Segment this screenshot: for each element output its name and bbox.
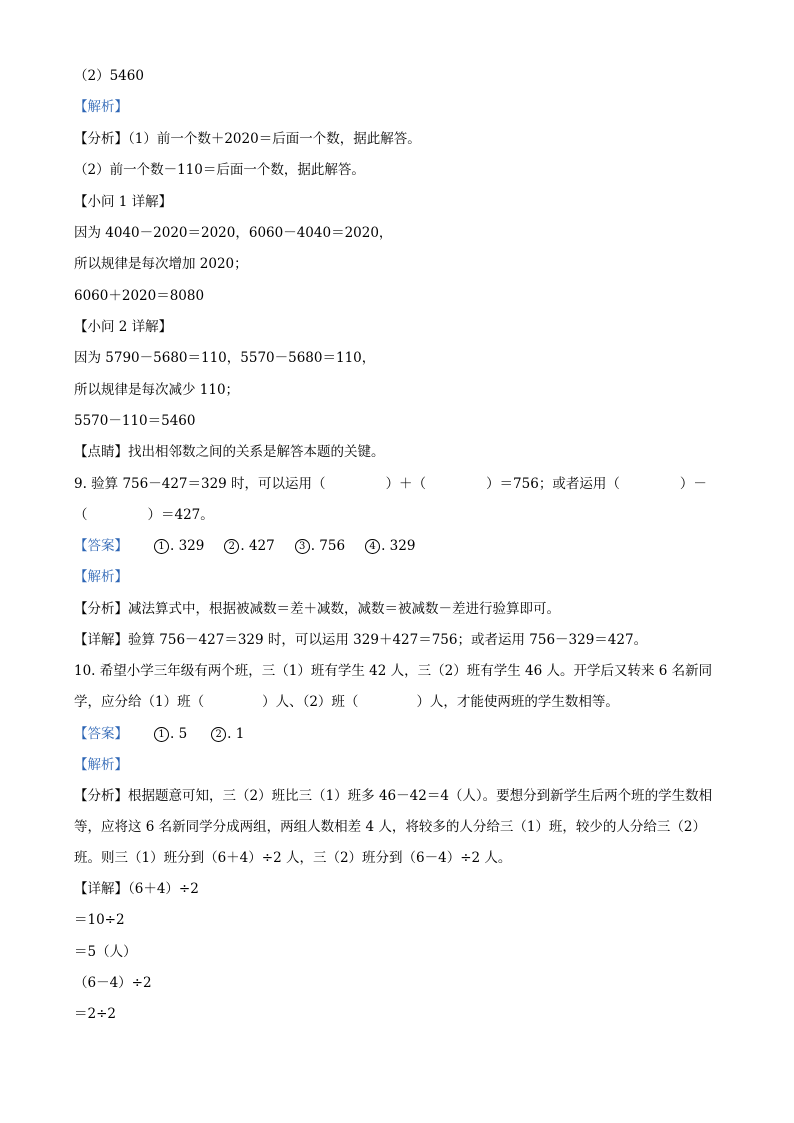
question-9-line-1 [74, 475, 707, 493]
circled-number: 1 [154, 727, 169, 742]
q9-analysis [74, 600, 560, 618]
q9-jiexi-heading: 【解析】 [74, 569, 128, 585]
analysis-line-2: （2）前一个数－110＝后面一个数，据此解答。 [74, 162, 365, 178]
q9-text-f: ）＝427。 [147, 507, 214, 523]
answer-label: 【答案】 [74, 726, 128, 742]
answer-value: . 5 [170, 726, 188, 742]
q9-text-c: ）＝756；或者运用（ [486, 476, 620, 492]
solution-line: 所以规律是每次增加 2020； [74, 256, 248, 272]
dianjing-text: 找出相邻数之间的关系是解答本题的关键。 [128, 444, 385, 460]
q10-text-b: ）人、（2）班（ [262, 694, 359, 710]
answer-value: . 329 [381, 538, 416, 554]
circled-number: 3 [295, 539, 310, 554]
detail-text: （6＋4）÷2 [128, 881, 199, 897]
analysis-text: 根据题意可知，三（2）班比三（1）班多 46－42＝4（人）。要想分到新学生后两个班的学生数相 [128, 788, 713, 804]
calc-step: ＝10÷2 [74, 912, 125, 928]
calc-step: （6－4）÷2 [74, 975, 152, 991]
analysis-label: 【分析】 [74, 131, 128, 147]
question-10-line-1: 10. 希望小学三年级有两个班，三（1）班有学生 42 人，三（2）班有学生 46 人。开学后又转来 6 名新同 [74, 663, 713, 679]
solution-line: 因为 4040－2020＝2020，6060－4040＝2020， [74, 225, 393, 241]
q9-detail [74, 631, 647, 649]
circled-number: 2 [211, 727, 226, 742]
dianjing-label: 【点睛】 [74, 444, 128, 460]
detail-text: 验算 756－427＝329 时，可以运用 329＋427＝756；或者运用 756－329＝427。 [128, 632, 648, 648]
q10-detail [74, 880, 199, 898]
circled-number: 2 [224, 539, 239, 554]
question-10-line-2 [74, 693, 619, 711]
calc-step: ＝2÷2 [74, 1006, 116, 1022]
detail-label: 【详解】 [74, 632, 128, 648]
answer-line-2: （2）5460 [74, 68, 144, 84]
calc-step: ＝5（人） [74, 944, 137, 960]
q10-text-c: ）人，才能使两班的学生数相等。 [416, 694, 619, 710]
solution-line: 所以规律是每次减少 110； [74, 382, 240, 398]
q10-analysis-line-2: 等，应将这 6 名新同学分成两组，两组人数相差 4 人，将较多的人分给三（1）班，较少的人分给三（2） [74, 819, 707, 835]
solution-line: 5570－110＝5460 [74, 413, 196, 429]
subquestion-1-heading: 【小问 1 详解】 [74, 194, 173, 210]
dianjing-line [74, 443, 385, 461]
answer-value: . 1 [227, 726, 245, 742]
detail-label: 【详解】 [74, 881, 128, 897]
circled-number: 1 [154, 539, 169, 554]
q9-text-d: ）－ [679, 476, 707, 492]
analysis-line-1 [74, 130, 421, 148]
q10-text-a: 学，应分给（1）班（ [74, 694, 205, 710]
q10-jiexi-heading: 【解析】 [74, 757, 128, 773]
question-9-line-2 [74, 506, 214, 524]
answer-value: . 329 [170, 538, 205, 554]
answer-label: 【答案】 [74, 538, 128, 554]
q9-text-e: （ [74, 507, 88, 523]
jiexi-heading: 【解析】 [74, 99, 128, 115]
q9-text-b: ）＋（ [385, 476, 427, 492]
q9-text-a: 9. 验算 756－427＝329 时，可以运用（ [74, 476, 326, 492]
analysis-text: （1）前一个数＋2020＝后面一个数，据此解答。 [128, 131, 421, 147]
answer-value: . 756 [310, 538, 346, 554]
circled-number: 4 [365, 539, 380, 554]
q9-answer-line [74, 537, 415, 555]
q10-analysis-line-1 [74, 787, 712, 805]
analysis-text: 减法算式中，根据被减数＝差＋减数，减数＝被减数－差进行验算即可。 [128, 601, 560, 617]
analysis-label: 【分析】 [74, 601, 128, 617]
q10-analysis-line-3: 班。则三（1）班分到（6＋4）÷2 人，三（2）班分到（6－4）÷2 人。 [74, 850, 512, 866]
subquestion-2-heading: 【小问 2 详解】 [74, 319, 173, 335]
analysis-label: 【分析】 [74, 788, 128, 804]
solution-line: 因为 5790－5680＝110，5570－5680＝110， [74, 350, 376, 366]
solution-line: 6060＋2020＝8080 [74, 288, 205, 304]
answer-value: . 427 [240, 538, 275, 554]
q10-answer-line [74, 725, 244, 743]
